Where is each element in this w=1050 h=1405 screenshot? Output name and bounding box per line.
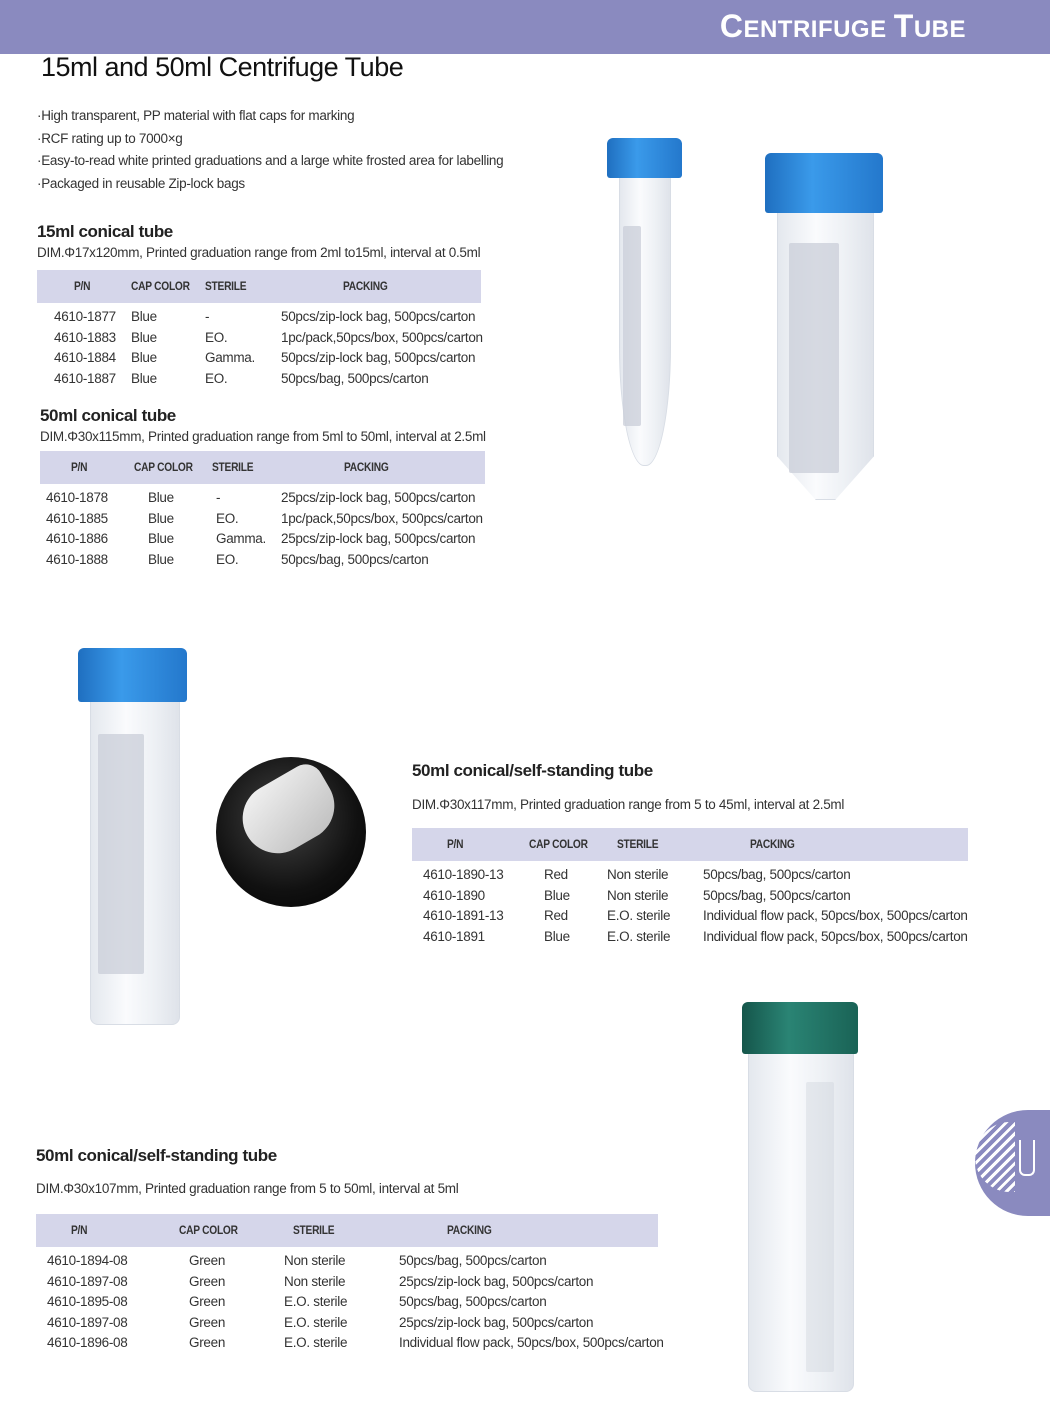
feature-item: ·High transparent, PP material with flat caps for marking xyxy=(37,108,355,123)
column-header-cap-color: CAP COLOR xyxy=(134,460,193,474)
spec-table-50ml xyxy=(40,451,485,572)
cell-part-number: 4610-1884 xyxy=(54,350,116,365)
cell-part-number: 4610-1897-08 xyxy=(47,1314,128,1330)
cell-cap-color: Red xyxy=(544,908,568,923)
table-row xyxy=(40,490,485,511)
table-row xyxy=(36,1315,658,1336)
spec-table-self-standing-b xyxy=(36,1214,664,1356)
column-header-packing: PACKING xyxy=(447,1223,492,1237)
cell-cap-color: Blue xyxy=(148,551,174,567)
cell-part-number: 4610-1895-08 xyxy=(47,1294,128,1309)
column-header-packing: PACKING xyxy=(344,460,389,474)
tube-icon xyxy=(1019,1140,1035,1176)
cell-cap-color: Blue xyxy=(148,490,174,505)
column-header-part-number: P/N xyxy=(71,1223,88,1237)
cell-cap-color: Blue xyxy=(131,329,157,345)
column-header-sterile: STERILE xyxy=(617,837,659,851)
section-heading: 15ml conical tube xyxy=(37,222,173,241)
table-row xyxy=(37,350,481,371)
dimension-text: DIM.Φ30x107mm, Printed graduation range from 5 to 50ml, interval at 5ml xyxy=(36,1181,459,1196)
cell-cap-color: Green xyxy=(189,1314,226,1330)
cell-packing: Individual flow pack, 50pcs/box, 500pcs/carton xyxy=(399,1335,664,1350)
cell-part-number: 4610-1888 xyxy=(46,551,108,567)
cell-part-number: 4610-1877 xyxy=(54,309,116,324)
column-header-part-number: P/N xyxy=(71,460,88,474)
column-header-packing: PACKING xyxy=(343,279,388,293)
cell-packing: 50pcs/bag, 500pcs/carton xyxy=(281,551,429,567)
cell-cap-color: Blue xyxy=(148,510,174,526)
cell-packing: 25pcs/zip-lock bag, 500pcs/carton xyxy=(399,1314,594,1330)
table-header xyxy=(37,270,481,303)
column-header-cap-color: CAP COLOR xyxy=(179,1223,238,1237)
column-header-part-number: P/N xyxy=(447,837,464,851)
dimension-text: DIM.Φ17x120mm, Printed graduation range from 2ml to15ml, interval at 0.5ml xyxy=(37,245,481,260)
cell-sterile: Non sterile xyxy=(284,1273,346,1289)
cell-sterile: Gamma. xyxy=(216,531,266,546)
cell-part-number: 4610-1896-08 xyxy=(47,1335,128,1350)
cell-part-number: 4610-1894-08 xyxy=(47,1253,128,1268)
feature-item: ·Packaged in reusable Zip-lock bags xyxy=(37,175,245,191)
cell-sterile: E.O. sterile xyxy=(284,1294,348,1309)
table-row xyxy=(412,888,968,909)
table-row xyxy=(40,531,485,552)
feature-list xyxy=(37,105,503,195)
cell-sterile: EO. xyxy=(216,510,239,526)
cell-cap-color: Blue xyxy=(544,928,570,944)
column-header-sterile: STERILE xyxy=(205,279,247,293)
cell-packing: 50pcs/bag, 500pcs/carton xyxy=(399,1253,547,1268)
table-row xyxy=(36,1294,658,1315)
table-header xyxy=(36,1214,658,1247)
spec-table-self-standing-a xyxy=(412,828,968,949)
column-header-sterile: STERILE xyxy=(293,1223,335,1237)
cell-packing: 50pcs/zip-lock bag, 500pcs/carton xyxy=(281,350,476,365)
table-row xyxy=(412,908,968,929)
cell-part-number: 4610-1890-13 xyxy=(423,867,504,882)
cell-sterile: EO. xyxy=(216,551,239,567)
cell-packing: 50pcs/bag, 500pcs/carton xyxy=(703,887,851,903)
cell-part-number: 4610-1887 xyxy=(54,370,116,386)
table-row xyxy=(412,867,968,888)
column-header-cap-color: CAP COLOR xyxy=(131,279,190,293)
cell-packing: 50pcs/bag, 500pcs/carton xyxy=(281,370,429,386)
cell-cap-color: Blue xyxy=(544,887,570,903)
cell-sterile: Non sterile xyxy=(607,887,669,903)
column-header-packing: PACKING xyxy=(750,837,795,851)
cell-packing: 25pcs/zip-lock bag, 500pcs/carton xyxy=(281,531,476,546)
stripes-decoration xyxy=(975,1122,1015,1192)
table-header xyxy=(412,828,968,861)
cell-packing: 50pcs/zip-lock bag, 500pcs/carton xyxy=(281,309,476,324)
cell-sterile: Non sterile xyxy=(607,867,669,882)
cell-packing: 50pcs/bag, 500pcs/carton xyxy=(399,1294,547,1309)
cell-packing: 1pc/pack,50pcs/box, 500pcs/carton xyxy=(281,329,483,345)
cell-cap-color: Blue xyxy=(131,370,157,386)
section-heading: 50ml conical/self-standing tube xyxy=(36,1146,277,1165)
cell-part-number: 4610-1890 xyxy=(423,887,485,903)
table-row xyxy=(37,309,481,330)
table-row xyxy=(40,552,485,573)
cell-cap-color: Green xyxy=(189,1335,226,1350)
tube-bottom-closeup-image xyxy=(216,757,366,907)
page-title: 15ml and 50ml Centrifuge Tube xyxy=(41,52,404,82)
table-row xyxy=(37,330,481,351)
cell-cap-color: Blue xyxy=(131,309,157,324)
column-header-cap-color: CAP COLOR xyxy=(529,837,588,851)
cell-sterile: Gamma. xyxy=(205,350,255,365)
feature-item: ·Easy-to-read white printed graduations and a large white frosted area for labelling xyxy=(37,153,504,168)
cell-part-number: 4610-1897-08 xyxy=(47,1273,128,1289)
cell-sterile: EO. xyxy=(205,329,228,345)
table-row xyxy=(412,929,968,950)
cell-part-number: 4610-1885 xyxy=(46,510,108,526)
cell-packing: 50pcs/bag, 500pcs/carton xyxy=(703,867,851,882)
cell-cap-color: Blue xyxy=(131,350,157,365)
cell-cap-color: Blue xyxy=(148,531,174,546)
header-bar xyxy=(0,0,1050,54)
cell-sterile: - xyxy=(216,490,221,505)
table-header xyxy=(40,451,485,484)
cell-part-number: 4610-1891-13 xyxy=(423,908,504,923)
section-heading: 50ml conical/self-standing tube xyxy=(412,761,653,780)
cell-cap-color: Green xyxy=(189,1294,226,1309)
cell-part-number: 4610-1883 xyxy=(54,329,116,345)
cell-packing: 25pcs/zip-lock bag, 500pcs/carton xyxy=(281,490,476,505)
column-header-sterile: STERILE xyxy=(212,460,254,474)
cell-cap-color: Green xyxy=(189,1273,226,1289)
spec-table-15ml xyxy=(37,270,481,391)
cell-sterile: EO. xyxy=(205,370,228,386)
cell-part-number: 4610-1886 xyxy=(46,531,108,546)
category-tab[interactable] xyxy=(975,1110,1050,1216)
table-row xyxy=(36,1253,658,1274)
cell-cap-color: Green xyxy=(189,1253,226,1268)
cell-part-number: 4610-1891 xyxy=(423,928,485,944)
feature-item: ·RCF rating up to 7000×g xyxy=(37,130,183,146)
column-header-part-number: P/N xyxy=(74,279,91,293)
cell-sterile: Non sterile xyxy=(284,1253,346,1268)
table-row xyxy=(36,1274,658,1295)
cell-packing: 25pcs/zip-lock bag, 500pcs/carton xyxy=(399,1273,594,1289)
cell-sterile: E.O. sterile xyxy=(284,1314,348,1330)
cell-sterile: E.O. sterile xyxy=(284,1335,348,1350)
cell-packing: Individual flow pack, 50pcs/box, 500pcs/carton xyxy=(703,928,968,944)
dimension-text: DIM.Φ30x117mm, Printed graduation range from 5 to 45ml, interval at 2.5ml xyxy=(412,797,845,812)
cell-sterile: E.O. sterile xyxy=(607,908,671,923)
section-heading: 50ml conical tube xyxy=(40,406,176,425)
table-row xyxy=(36,1335,664,1356)
dimension-text: DIM.Φ30x115mm, Printed graduation range from 5ml to 50ml, interval at 2.5ml xyxy=(40,429,486,444)
cell-packing: Individual flow pack, 50pcs/box, 500pcs/carton xyxy=(703,908,968,923)
cell-packing: 1pc/pack,50pcs/box, 500pcs/carton xyxy=(281,510,483,526)
table-row xyxy=(37,371,481,392)
table-row xyxy=(40,511,485,532)
cell-cap-color: Red xyxy=(544,867,568,882)
section-label: CENTRIFUGE TUBE xyxy=(719,8,966,44)
cell-part-number: 4610-1878 xyxy=(46,490,108,505)
cell-sterile: - xyxy=(205,309,210,324)
cell-sterile: E.O. sterile xyxy=(607,928,671,944)
